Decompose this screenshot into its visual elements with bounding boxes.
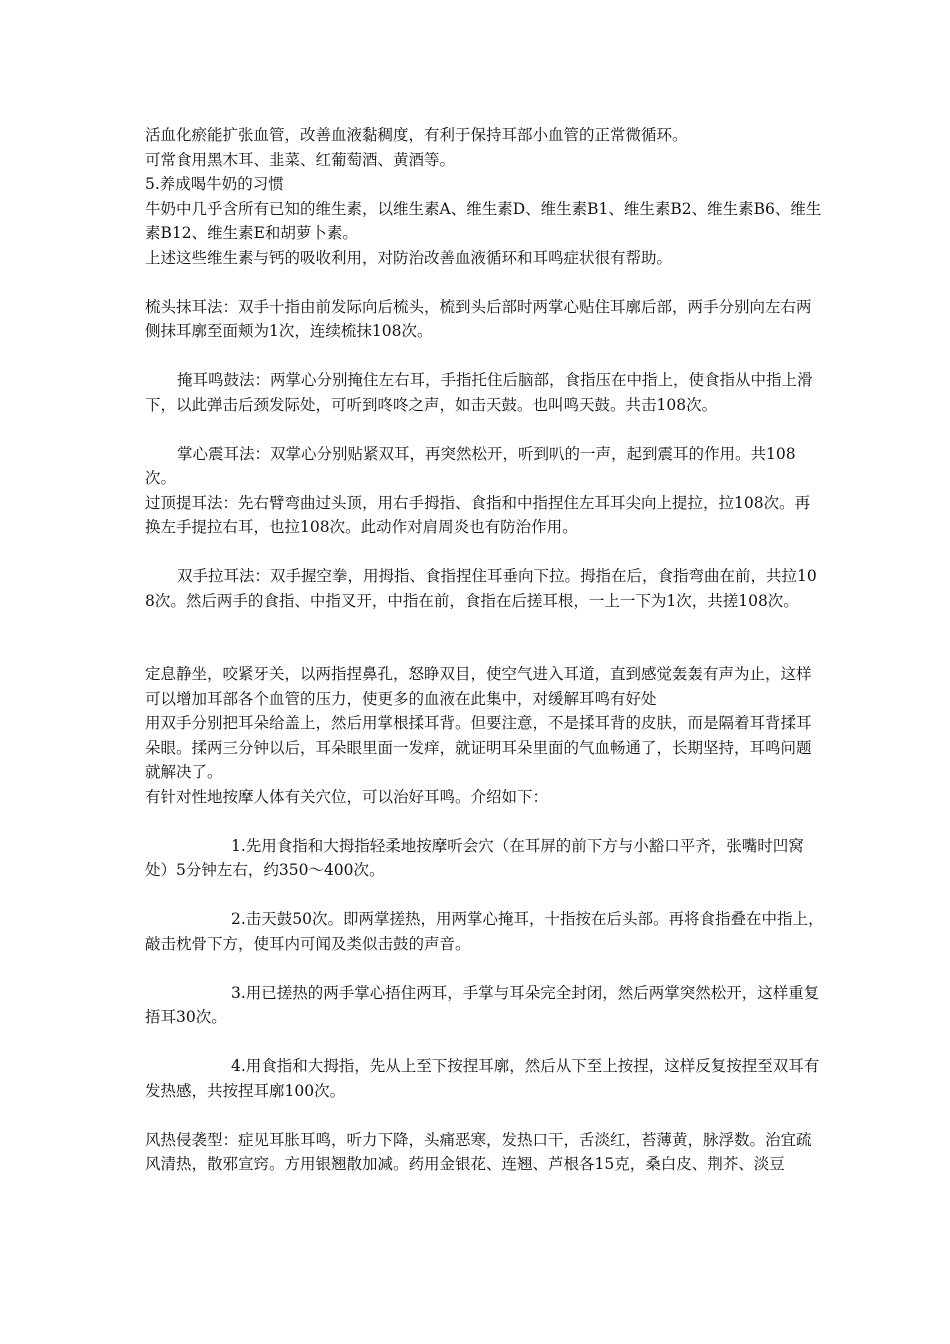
paragraph: 双手拉耳法：双手握空拳，用拇指、食指捏住耳垂向下拉。拇指在后，食指弯曲在前，共拉108次。然后两手的食指、中指叉开，中指在前，食指在后搓耳根，一上一下为1次，共搓108次。 [145,567,817,610]
list-item: 3.用已搓热的两手掌心捂住两耳，手掌与耳朵完全封闭，然后两掌突然松开，这样重复捂耳30次。 [145,983,820,1026]
paragraph: 过顶提耳法：先右臂弯曲过头顶，用右手拇指、食指和中指捏住左耳耳尖向上提拉，拉108次。再换左手提拉右耳，也拉108次。此动作对肩周炎也有防治作用。 [145,493,811,536]
paragraph: 梳头抹耳法：双手十指由前发际向后梳头，梳到头后部时两掌心贴住耳廓后部，两手分别向左右两侧抹耳廓至面颊为1次，连续梳抹108次。 [145,297,812,340]
paragraph: 可常食用黑木耳、韭菜、红葡萄酒、黄酒等。 [145,150,456,169]
paragraph: 活血化瘀能扩张血管，改善血液黏稠度，有利于保持耳部小血管的正常微循环。 [145,126,688,144]
document-body [145,123,825,1177]
blank-line [145,540,825,565]
blank-line [145,270,825,295]
blank-line [145,883,825,908]
blank-line [145,1030,825,1055]
blank-line [145,344,825,369]
paragraph: 风热侵袭型：症见耳胀耳鸣，听力下降，头痛恶寒，发热口干，舌淡红，苔薄黄，脉浮数。治宜疏风清热，散邪宣窍。方用银翘散加减。药用金银花、连翘、芦根各15克，桑白皮、荆芥、淡豆 [145,1130,812,1173]
paragraph: 掩耳鸣鼓法：两掌心分别掩住左右耳，手指托住后脑部，食指压在中指上，使食指从中指上滑下，以此弹击后颈发际处，可听到咚咚之声，如击天鼓。也叫鸣天鼓。共击108次。 [145,371,813,414]
blank-line [145,1103,825,1128]
paragraph: 有针对性地按摩人体有关穴位，可以治好耳鸣。介绍如下： [145,787,549,806]
paragraph: 定息静坐，咬紧牙关，以两指捏鼻孔，怒睁双目，使空气进入耳道，直到感觉轰轰有声为止，这样可以增加耳部各个血管的压力，使更多的血液在此集中，对缓解耳鸣有好处 [145,665,812,708]
paragraph: 牛奶中几乎含所有已知的维生素，以维生素A、维生素D、维生素B1、维生素B2、维生素B6、维生素B12、维生素E和胡萝卜素。 [145,199,822,242]
blank-line [145,417,825,442]
list-item: 4.用食指和大拇指，先从上至下按捏耳廓，然后从下至上按捏，这样反复按捏至双耳有发热感，共按捏耳廓100次。 [145,1057,820,1100]
blank-line [145,809,825,834]
blank-line [145,956,825,981]
section-heading: 5.养成喝牛奶的习惯 [145,175,284,193]
paragraph: 上述这些维生素与钙的吸收利用，对防治改善血液循环和耳鸣症状很有帮助。 [145,248,673,267]
list-item: 1.先用食指和大拇指轻柔地按摩听会穴（在耳屏的前下方与小豁口平齐，张嘴时凹窝处）5分钟左右，约350～400次。 [145,836,804,879]
paragraph: 掌心震耳法：双掌心分别贴紧双耳，再突然松开，听到叭的一声，起到震耳的作用。共108次。 [145,444,796,487]
paragraph: 用双手分别把耳朵给盖上，然后用掌根揉耳背。但要注意，不是揉耳背的皮肤，而是隔着耳背揉耳朵眼。揉两三分钟以后，耳朵眼里面一发痒，就证明耳朵里面的气血畅通了，长期坚持，耳鸣问题就解决了。 [145,714,812,781]
list-item: 2.击天鼓50次。即两掌搓热，用两掌心掩耳，十指按在后头部。再将食指叠在中指上，敲击枕骨下方，使耳内可闻及类似击鼓的声音。 [145,910,824,953]
blank-line [145,613,825,662]
